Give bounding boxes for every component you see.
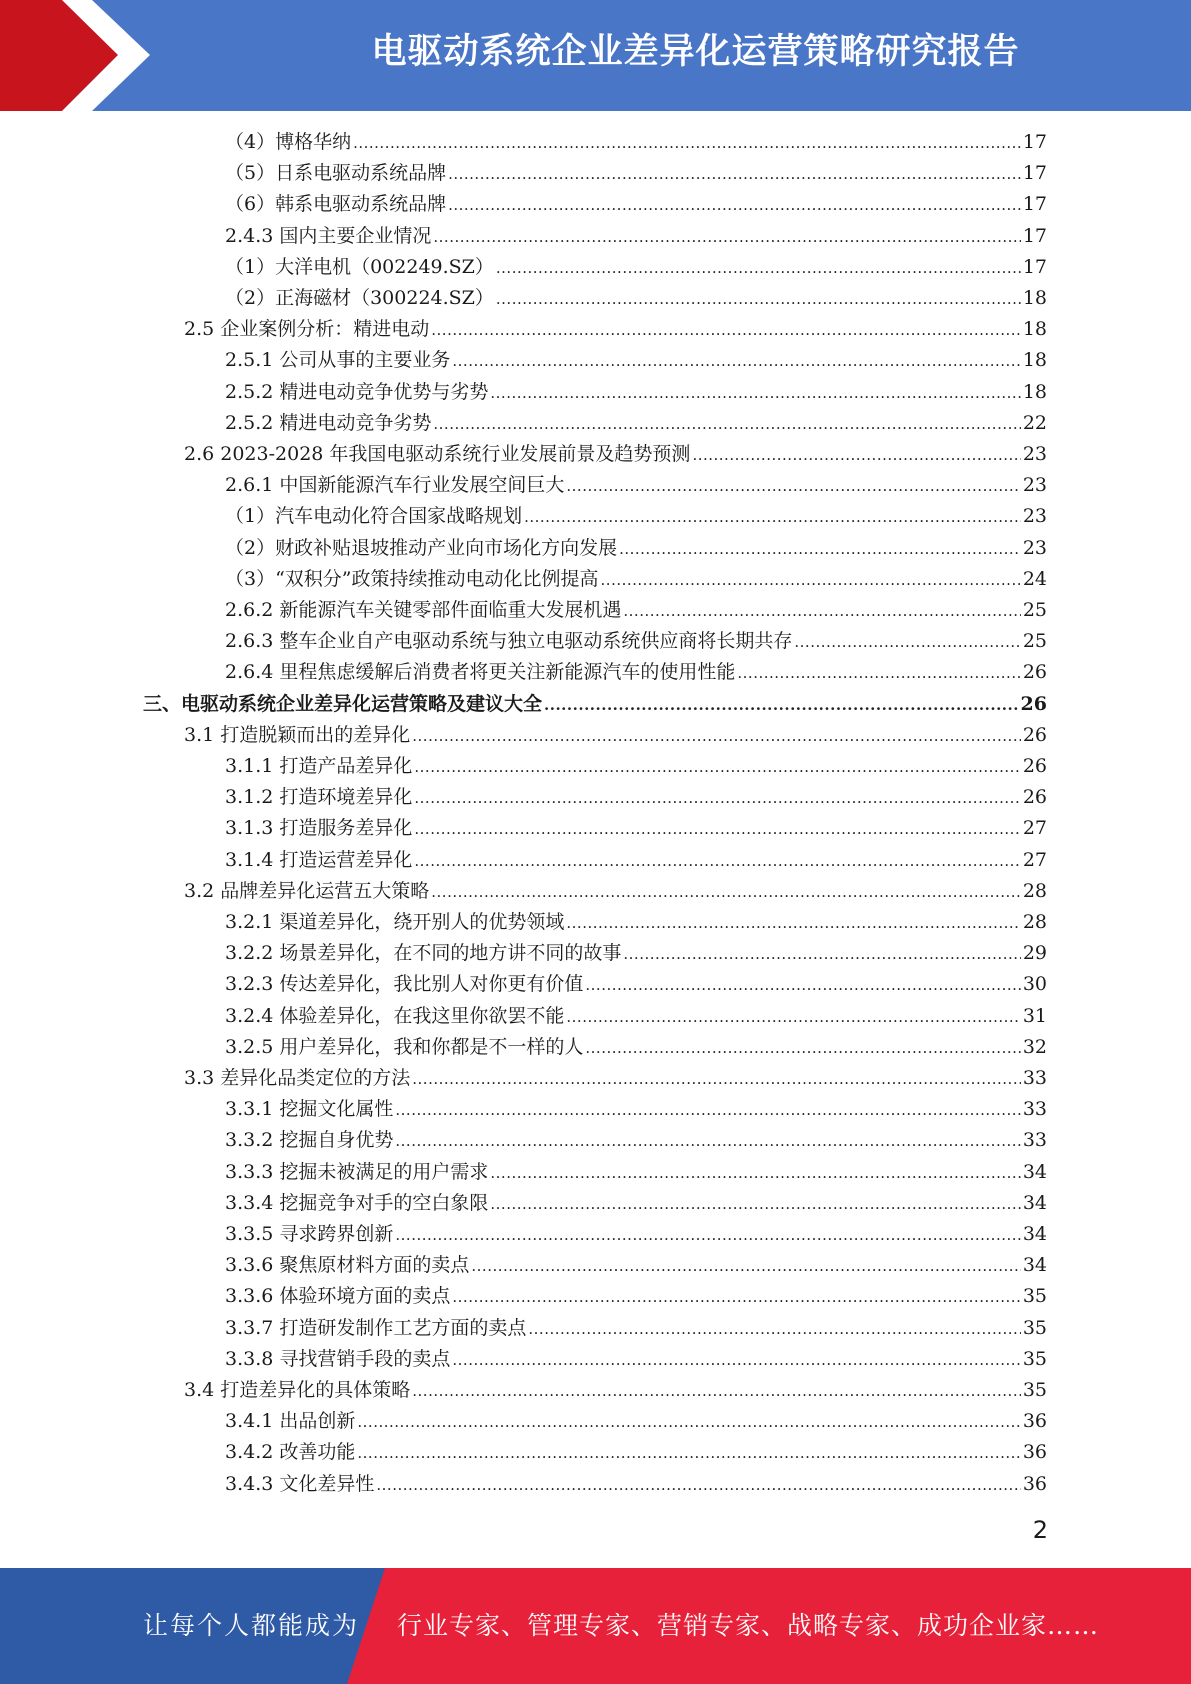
toc-entry-page: 27	[1022, 817, 1047, 840]
toc-entry-page: 26	[1022, 661, 1047, 684]
toc-entry[interactable]	[225, 283, 1047, 314]
toc-entry[interactable]	[225, 657, 1047, 688]
toc-entry-label: （6）韩系电驱动系统品牌	[225, 193, 447, 216]
toc-entry-page: 35	[1022, 1285, 1047, 1308]
toc-entry-page: 26	[1022, 723, 1047, 746]
footer-slogan-left: 让每个人都能成为	[143, 1611, 360, 1640]
toc-entry[interactable]	[225, 1469, 1047, 1500]
toc-entry-page: 18	[1022, 318, 1047, 341]
toc-entry-page: 23	[1022, 474, 1047, 497]
toc-dot-leader	[601, 565, 1021, 596]
toc-dot-leader	[566, 908, 1020, 939]
toc-dot-leader	[585, 1033, 1020, 1064]
toc-entry[interactable]	[184, 439, 1047, 470]
toc-dot-leader	[395, 1126, 1020, 1157]
toc-entry-label: 3.3.3 挖掘未被满足的用户需求	[225, 1160, 489, 1183]
toc-entry[interactable]	[225, 1281, 1047, 1312]
toc-dot-leader	[452, 1282, 1020, 1313]
toc-entry-label: 3.3.1 挖掘文化属性	[225, 1098, 394, 1121]
toc-entry[interactable]	[225, 595, 1047, 626]
toc-entry-label: 3.2 品牌差异化运营五大策略	[184, 879, 430, 902]
toc-dot-leader	[395, 1095, 1020, 1126]
toc-entry-label: 2.5.2 精进电动竞争优势与劣势	[225, 380, 489, 403]
toc-entry-page: 28	[1022, 879, 1047, 902]
toc-dot-leader	[490, 1158, 1020, 1189]
toc-entry-label: 3.4.3 文化差异性	[225, 1472, 375, 1495]
chevron-arrow-icon	[0, 0, 200, 111]
toc-entry-label: 3.3.6 聚焦原材料方面的卖点	[225, 1254, 470, 1277]
toc-entry[interactable]	[225, 564, 1047, 595]
toc-entry-label: 3.4 打造差异化的具体策略	[184, 1379, 411, 1401]
toc-dot-leader	[452, 346, 1020, 377]
toc-entry[interactable]	[225, 377, 1047, 408]
toc-entry-page: 26	[1020, 692, 1047, 715]
toc-entry-label: 3.3.6 体验环境方面的卖点	[225, 1285, 451, 1308]
toc-entry-label: （3）“双积分”政策持续推动电动化比例提高	[225, 567, 599, 590]
toc-dot-leader	[794, 627, 1020, 658]
toc-entry-page: 23	[1022, 443, 1047, 465]
toc-entry[interactable]	[225, 938, 1047, 969]
toc-entry-page: 30	[1022, 973, 1047, 996]
toc-entry[interactable]	[225, 626, 1047, 657]
toc-entry-page: 33	[1022, 1098, 1047, 1121]
toc-entry[interactable]	[225, 1188, 1047, 1219]
toc-dot-leader	[471, 1251, 1020, 1282]
toc-dot-leader	[431, 877, 1021, 908]
toc-entry-page: 17	[1022, 255, 1047, 278]
toc-entry-label: （5）日系电驱动系统品牌	[225, 162, 447, 185]
toc-entry-label: 3.2.4 体验差异化，在我这里你欲罢不能	[225, 1004, 565, 1027]
toc-entry[interactable]	[225, 1125, 1047, 1156]
toc-entry-label: 3.2.2 场景差异化，在不同的地方讲不同的故事	[225, 942, 622, 965]
toc-entry-label: 3.4.2 改善功能	[225, 1441, 356, 1464]
toc-entry-label: 3.3 差异化品类定位的方法	[184, 1067, 411, 1089]
toc-dot-leader	[490, 1189, 1020, 1220]
toc-dot-leader	[412, 721, 1021, 752]
toc-entry-label: （2）财政补贴退坡推动产业向市场化方向发展	[225, 536, 618, 559]
toc-entry[interactable]	[225, 845, 1047, 876]
header-banner	[0, 0, 1191, 111]
toc-dot-leader	[414, 846, 1020, 877]
toc-entry[interactable]	[225, 533, 1047, 564]
toc-entry[interactable]	[225, 813, 1047, 844]
toc-entry-page: 35	[1022, 1316, 1047, 1339]
toc-entry-page: 34	[1022, 1191, 1047, 1214]
toc-entry[interactable]	[225, 1032, 1047, 1063]
toc-entry-label: 2.5 企业案例分析：精进电动	[184, 318, 430, 341]
toc-entry[interactable]	[225, 1001, 1047, 1032]
toc-dot-leader	[452, 1345, 1020, 1376]
page-number: 2	[1032, 1516, 1048, 1544]
toc-entry-label: 2.6 2023-2028 年我国电驱动系统行业发展前景及趋势预测	[184, 443, 691, 465]
toc-entry[interactable]	[225, 1313, 1047, 1344]
toc-dot-leader	[433, 222, 1020, 253]
toc-dot-leader	[623, 596, 1020, 627]
toc-dot-leader	[528, 1314, 1020, 1345]
toc-entry-page: 17	[1022, 224, 1047, 247]
toc-entry-label: 2.6.1 中国新能源汽车行业发展空间巨大	[225, 474, 565, 497]
toc-entry[interactable]	[225, 1219, 1047, 1250]
toc-entry[interactable]	[225, 408, 1047, 439]
toc-entry[interactable]	[225, 158, 1047, 189]
toc-entry-page: 35	[1022, 1379, 1047, 1401]
toc-entry-label: 3.1.3 打造服务差异化	[225, 817, 413, 840]
toc-entry-page: 17	[1022, 193, 1047, 216]
toc-entry-label: 3.2.5 用户差异化，我和你都是不一样的人	[225, 1035, 584, 1058]
toc-entry-label: 2.6.2 新能源汽车关键零部件面临重大发展机遇	[225, 599, 622, 621]
toc-entry-label: 3.3.7 打造研发制作工艺方面的卖点	[225, 1316, 527, 1339]
footer-slogan-right: 行业专家、管理专家、营销专家、战略专家、成功企业家……	[397, 1611, 1100, 1640]
toc-entry-label: 3.3.4 挖掘竞争对手的空白象限	[225, 1191, 489, 1214]
toc-entry[interactable]	[225, 189, 1047, 220]
toc-entry-page: 23	[1022, 505, 1047, 528]
toc-entry-page: 28	[1022, 911, 1047, 933]
toc-dot-leader	[448, 159, 1021, 190]
toc-entry-label: 3.3.2 挖掘自身优势	[225, 1129, 394, 1152]
toc-dot-leader	[433, 409, 1020, 440]
toc-entry-page: 22	[1022, 411, 1047, 434]
toc-entry-label: 3.2.3 传达差异化，我比别人对你更有价值	[225, 973, 584, 996]
toc-entry-label: 3.3.5 寻求跨界创新	[225, 1223, 394, 1245]
toc-dot-leader	[414, 814, 1020, 845]
toc-entry[interactable]	[225, 782, 1047, 813]
toc-entry[interactable]	[225, 501, 1047, 532]
toc-entry-page: 18	[1022, 287, 1047, 309]
toc-entry-label: 2.5.1 公司从事的主要业务	[225, 349, 451, 372]
toc-entry-page: 18	[1022, 380, 1047, 403]
toc-entry-label: （2）正海磁材（300224.SZ）	[225, 287, 494, 309]
toc-entry[interactable]	[225, 127, 1047, 158]
toc-entry[interactable]	[184, 876, 1047, 907]
toc-entry-label: 3.1 打造脱颖而出的差异化	[184, 723, 411, 746]
toc-entry[interactable]	[184, 1375, 1047, 1406]
toc-entry[interactable]	[184, 720, 1047, 751]
toc-entry-page: 34	[1022, 1223, 1047, 1245]
toc-entry[interactable]	[225, 345, 1047, 376]
toc-entry-page: 26	[1022, 786, 1047, 809]
toc-entry-page: 35	[1022, 1347, 1047, 1370]
toc-entry-label: 3.3.8 寻找营销手段的卖点	[225, 1347, 451, 1370]
toc-entry-page: 34	[1022, 1160, 1047, 1183]
toc-dot-leader	[376, 1470, 1020, 1501]
toc-entry[interactable]	[225, 1157, 1047, 1188]
toc-dot-leader	[490, 378, 1020, 409]
toc-entry[interactable]	[225, 1344, 1047, 1375]
toc-entry-label: 3.1.1 打造产品差异化	[225, 755, 413, 777]
toc-entry-page: 36	[1022, 1410, 1047, 1433]
toc-entry-label: 三、电驱动系统企业差异化运营策略及建议大全	[143, 692, 543, 715]
report-title: 电驱动系统企业差异化运营策略研究报告	[371, 32, 1020, 72]
toc-entry-page: 34	[1022, 1254, 1047, 1277]
toc-entry-page: 25	[1022, 599, 1047, 621]
toc-entry-label: 3.1.2 打造环境差异化	[225, 786, 413, 809]
toc-entry-label: （4）博格华纳	[225, 131, 352, 153]
toc-entry-label: 2.5.2 精进电动竞争劣势	[225, 411, 432, 434]
toc-entry-label: 3.1.4 打造运营差异化	[225, 848, 413, 871]
toc-entry-page: 31	[1022, 1004, 1047, 1027]
toc-entry[interactable]	[184, 314, 1047, 345]
toc-entry[interactable]	[225, 1250, 1047, 1281]
toc-entry-label: 2.6.4 里程焦虑缓解后消费者将更关注新能源汽车的使用性能	[225, 661, 736, 684]
toc-entry[interactable]	[225, 470, 1047, 501]
toc-entry-label: 3.4.1 出品创新	[225, 1410, 356, 1433]
toc-dot-leader	[566, 471, 1020, 502]
toc-entry[interactable]	[225, 221, 1047, 252]
toc-dot-leader	[431, 315, 1021, 346]
toc-dot-leader	[395, 1220, 1020, 1251]
toc-entry-label: 2.6.3 整车企业自产电驱动系统与独立电驱动系统供应商将长期共存	[225, 630, 793, 653]
toc-dot-leader	[496, 284, 1021, 315]
toc-entry-page: 17	[1022, 131, 1047, 153]
toc-entry[interactable]	[225, 1094, 1047, 1125]
toc-dot-leader	[412, 1064, 1021, 1095]
toc-entry[interactable]	[225, 1406, 1047, 1437]
toc-entry-label: 3.2.1 渠道差异化，绕开别人的优势领域	[225, 911, 565, 933]
toc-entry-page: 36	[1022, 1441, 1047, 1464]
toc-entry-page: 18	[1022, 349, 1047, 372]
toc-dot-leader	[585, 970, 1020, 1001]
toc-dot-leader	[357, 1438, 1020, 1469]
toc-entry[interactable]	[143, 689, 1047, 720]
toc-entry[interactable]	[184, 1063, 1047, 1094]
toc-dot-leader	[737, 658, 1020, 689]
toc-dot-leader	[412, 1376, 1021, 1407]
toc-entry-page: 27	[1022, 848, 1047, 871]
toc-entry-page: 26	[1022, 755, 1047, 777]
toc-entry-page: 17	[1022, 162, 1047, 185]
toc-entry-page: 36	[1022, 1472, 1047, 1495]
toc-dot-leader	[524, 502, 1021, 533]
toc-dot-leader	[566, 1002, 1020, 1033]
toc-dot-leader	[353, 128, 1021, 159]
footer-banner	[0, 1568, 1191, 1684]
toc-entry-page: 24	[1022, 567, 1047, 590]
toc-entry[interactable]	[225, 252, 1047, 283]
toc-dot-leader	[414, 752, 1020, 783]
toc-entry[interactable]	[225, 1437, 1047, 1468]
toc-entry-label: （1）大洋电机（002249.SZ）	[225, 255, 494, 278]
toc-entry-page: 33	[1022, 1067, 1047, 1089]
toc-dot-leader	[414, 783, 1020, 814]
toc-dot-leader	[619, 534, 1021, 565]
toc-entry-label: 2.4.3 国内主要企业情况	[225, 224, 432, 247]
toc-entry[interactable]	[225, 751, 1047, 782]
toc-dot-leader	[623, 939, 1020, 970]
toc-entry-page: 33	[1022, 1129, 1047, 1152]
toc-dot-leader	[544, 690, 1019, 721]
toc-entry-page: 29	[1022, 942, 1047, 965]
toc-entry-page: 23	[1022, 536, 1047, 559]
toc-dot-leader	[692, 440, 1020, 471]
toc-entry-label: （1）汽车电动化符合国家战略规划	[225, 505, 523, 528]
toc-entry[interactable]	[225, 969, 1047, 1000]
toc-entry-page: 25	[1022, 630, 1047, 653]
toc-dot-leader	[448, 190, 1021, 221]
toc-dot-leader	[357, 1407, 1020, 1438]
toc-entry[interactable]	[225, 907, 1047, 938]
toc-entry-page: 32	[1022, 1035, 1047, 1058]
toc-dot-leader	[496, 253, 1021, 284]
